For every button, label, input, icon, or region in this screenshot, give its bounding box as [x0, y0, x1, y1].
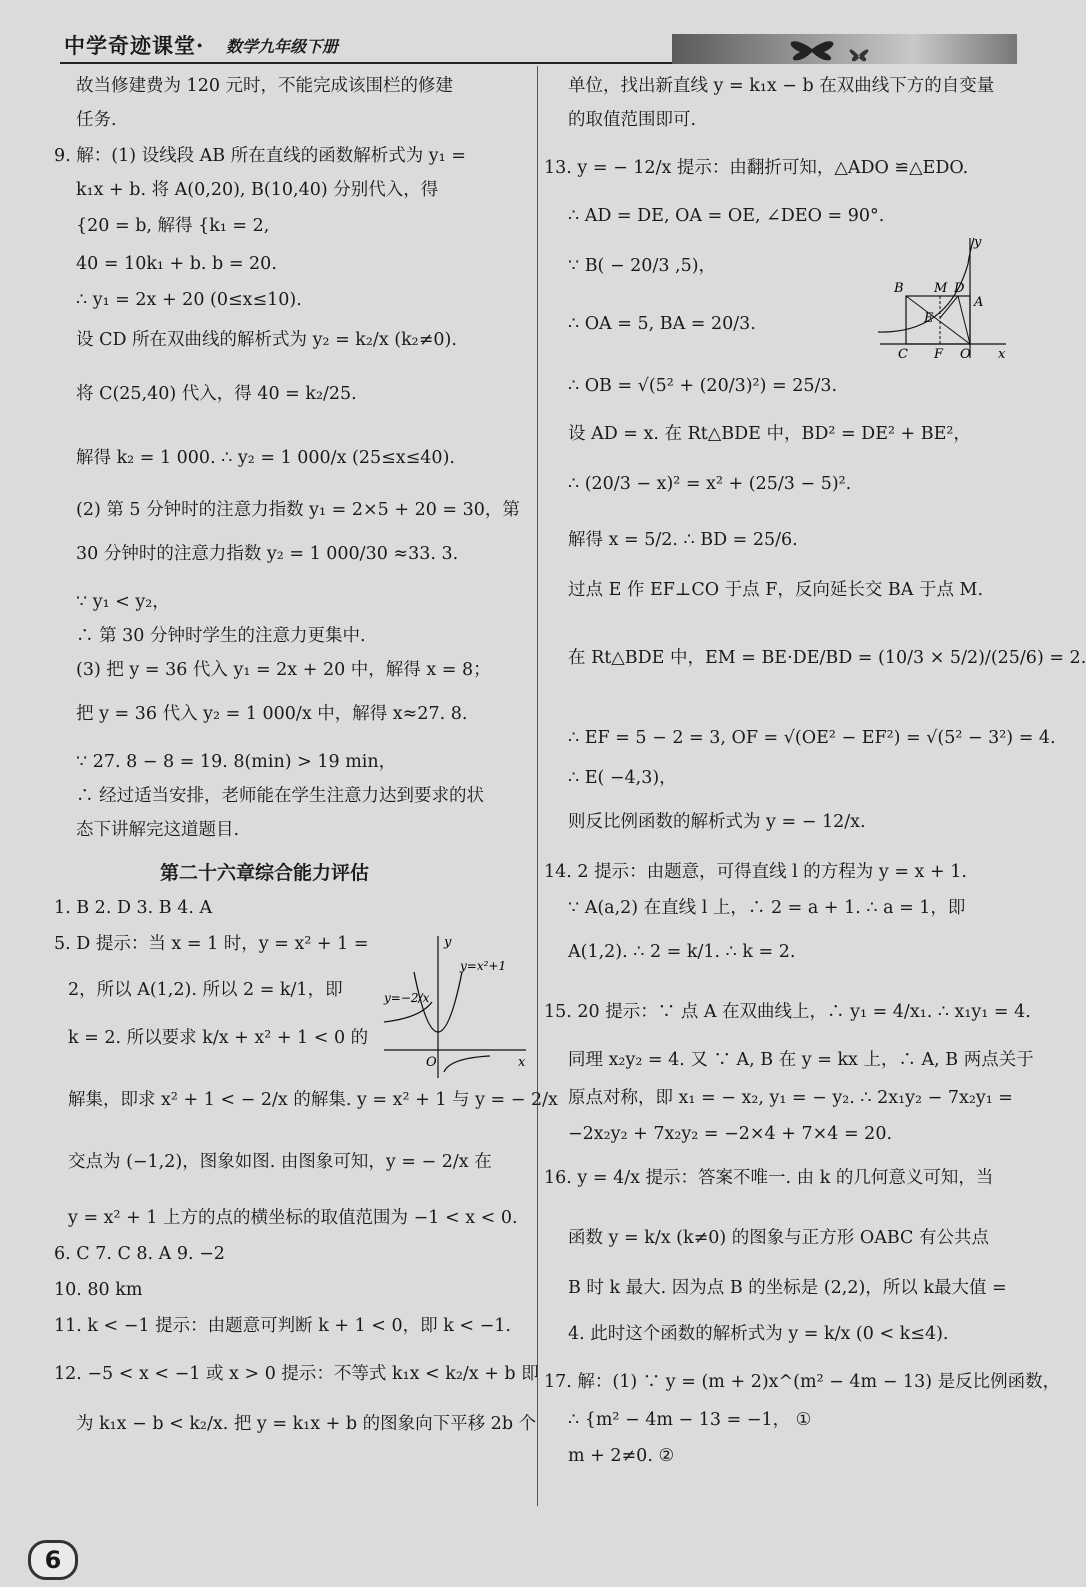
answer-5: 5. D 提示：当 x = 1 时，y = x² + 1 =	[54, 934, 369, 954]
text-line: 设 CD 所在双曲线的解析式为 y₂ = k₂/x (k₂≠0).	[76, 330, 457, 350]
text-line: ∴ AD = DE, OA = OE, ∠DEO = 90°.	[568, 206, 885, 226]
figure-5-graph	[380, 932, 530, 1080]
text-line: (2) 第 5 分钟时的注意力指数 y₁ = 2×5 + 20 = 30，第	[76, 500, 520, 520]
text-line: ∴ OA = 5, BA = 20/3.	[568, 314, 756, 334]
text-line: 解集，即求 x² + 1 < − 2/x 的解集. y = x² + 1 与 y = − 2/x	[68, 1090, 558, 1110]
text-line: 为 k₁x − b < k₂/x. 把 y = k₁x + b 的图象向下平移 2b 个	[76, 1414, 537, 1434]
text-line: ∵ 27. 8 − 8 = 19. 8(min) > 19 min，	[76, 752, 397, 772]
curve-label: y=−2/x	[384, 991, 430, 1005]
text-line: 任务.	[76, 110, 117, 130]
text-line: 的取值范围即可.	[568, 110, 697, 130]
origin-label: O	[426, 1055, 437, 1070]
text-line: 把 y = 36 代入 y₂ = 1 000/x 中，解得 x≈27. 8.	[76, 704, 468, 724]
point-label: C	[898, 347, 908, 362]
text-line: ∴ EF = 5 − 2 = 3, OF = √(OE² − EF²) = √(5² − 3²) = 4.	[568, 728, 1056, 748]
point-label: F	[934, 347, 944, 362]
answer-12: 12. −5 < x < −1 或 x > 0 提示：不等式 k₁x < k₂/x + b 即	[54, 1364, 539, 1384]
point-label: O	[960, 347, 971, 362]
section-title: 第二十六章综合能力评估	[160, 862, 370, 884]
answer-15: 15. 20 提示：∵ 点 A 在双曲线上，∴ y₁ = 4/x₁. ∴ x₁y₁ = 4.	[544, 1002, 1031, 1022]
text-line: 原点对称，即 x₁ = − x₂, y₁ = − y₂. ∴ 2x₁y₂ − 7x₂y₁ =	[568, 1088, 1013, 1108]
text-line: 2，所以 A(1,2). 所以 2 = k/1，即	[68, 980, 343, 1000]
header-banner-image	[672, 34, 1017, 64]
text-line: 单位，找出新直线 y = k₁x − b 在双曲线下方的自变量	[568, 76, 995, 96]
text-line: 过点 E 作 EF⊥CO 于点 F，反向延长交 BA 于点 M.	[568, 580, 984, 600]
x-axis-label: x	[518, 1055, 526, 1070]
point-label: A	[974, 295, 984, 310]
text-line: ∵ A(a,2) 在直线 l 上，∴ 2 = a + 1. ∴ a = 1，即	[568, 898, 966, 918]
text-line: 交点为 (−1,2)，图象如图. 由图象可知，y = − 2/x 在	[68, 1152, 492, 1172]
book-subject: 数学九年级下册	[226, 37, 339, 56]
text-line: −2x₂y₂ + 7x₂y₂ = −2×4 + 7×4 = 20.	[568, 1124, 893, 1144]
answer-9-start: 9. 解：(1) 设线段 AB 所在直线的函数解析式为 y₁ =	[54, 146, 466, 166]
point-label: M	[934, 281, 948, 296]
text-line: 解得 k₂ = 1 000. ∴ y₂ = 1 000/x (25≤x≤40).	[76, 448, 455, 468]
figure-13-diagram	[878, 234, 1008, 360]
point-label: E	[924, 311, 934, 326]
segment-BO	[906, 296, 970, 344]
equation-system: {20 = b, 解得 {k₁ = 2,	[76, 216, 270, 236]
page-header	[0, 0, 1024, 64]
text-line: ∴ y₁ = 2x + 20 (0≤x≤10).	[76, 290, 302, 310]
butterfly-icon	[672, 34, 1017, 64]
text-line: ∵ B( − 20/3 ,5)，	[568, 256, 717, 276]
text-line: A(1,2). ∴ 2 = k/1. ∴ k = 2.	[568, 942, 796, 962]
text-line: k = 2. 所以要求 k/x + x² + 1 < 0 的	[68, 1028, 369, 1048]
equation-system: ∴ {m² − 4m − 13 = −1， ①	[568, 1410, 812, 1430]
text-line: ∴ 第 30 分钟时学生的注意力更集中.	[76, 626, 366, 646]
text-line: 将 C(25,40) 代入，得 40 = k₂/25.	[76, 384, 357, 404]
answer-11: 11. k < −1 提示：由题意可判断 k + 1 < 0，即 k < −1.	[54, 1316, 511, 1336]
y-axis-label: y	[444, 935, 452, 950]
text-line: 4. 此时这个函数的解析式为 y = k/x (0 < k≤4).	[568, 1324, 949, 1344]
text-line: 故当修建费为 120 元时，不能完成该围栏的修建	[76, 76, 454, 96]
equation-system: 40 = 10k₁ + b. b = 20.	[76, 254, 277, 274]
text-line: (3) 把 y = 36 代入 y₁ = 2x + 20 中，解得 x = 8；	[76, 660, 491, 680]
text-line: 设 AD = x. 在 Rt△BDE 中，BD² = DE² + BE²，	[568, 424, 971, 444]
book-brand: 中学奇迹课堂·	[64, 33, 205, 58]
text-line: 30 分钟时的注意力指数 y₂ = 1 000/30 ≈33. 3.	[76, 544, 459, 564]
text-line: 函数 y = k/x (k≠0) 的图象与正方形 OABC 有公共点	[568, 1228, 989, 1248]
text-line: ∴ E( −4,3)，	[568, 768, 677, 788]
point-label: y	[974, 235, 982, 250]
answer-14: 14. 2 提示：由题意，可得直线 l 的方程为 y = x + 1.	[544, 862, 967, 882]
point-label: x	[998, 347, 1006, 362]
answer-row: 6. C 7. C 8. A 9. −2	[54, 1244, 225, 1264]
answer-10: 10. 80 km	[54, 1280, 143, 1300]
text-line: k₁x + b. 将 A(0,20), B(10,40) 分别代入，得	[76, 180, 439, 200]
text-line: 则反比例函数的解析式为 y = − 12/x.	[568, 812, 866, 832]
hyperbola-curve	[384, 1002, 490, 1072]
answer-17: 17. 解：(1) ∵ y = (m + 2)x^(m² − 4m − 13) 是反比例函数，	[544, 1372, 1061, 1392]
point-label: D	[954, 281, 965, 296]
point-label: B	[894, 281, 904, 296]
header-rule	[60, 62, 672, 64]
equation-system: m + 2≠0. ②	[568, 1446, 675, 1466]
text-line: y = x² + 1 上方的点的横坐标的取值范围为 −1 < x < 0.	[68, 1208, 518, 1228]
text-line: B 时 k 最大. 因为点 B 的坐标是 (2,2)，所以 k最大值 =	[568, 1278, 1007, 1298]
text-line: ∴ OB = √(5² + (20/3)²) = 25/3.	[568, 376, 838, 396]
answer-16: 16. y = 4/x 提示：答案不唯一. 由 k 的几何意义可知，当	[544, 1168, 994, 1188]
text-line: 在 Rt△BDE 中，EM = BE·DE/BD = (10/3 × 5/2)/(25/6) = 2.	[568, 648, 1086, 668]
column-divider	[537, 66, 538, 1506]
text-line: 同理 x₂y₂ = 4. 又 ∵ A, B 在 y = kx 上，∴ A, B 两点关于	[568, 1050, 1034, 1070]
text-line: ∴ 经过适当安排，老师能在学生注意力达到要求的状	[76, 786, 485, 806]
page-number: 6	[28, 1540, 78, 1580]
answer-13: 13. y = − 12/x 提示：由翻折可知，△ADO ≌△EDO.	[544, 158, 969, 178]
text-line: 态下讲解完这道题目.	[76, 820, 240, 840]
answer-row: 1. B 2. D 3. B 4. A	[54, 898, 213, 918]
segment-DE	[940, 296, 958, 318]
text-line: ∴ (20/3 − x)² = x² + (25/3 − 5)².	[568, 474, 852, 494]
curve-label: y=x²+1	[460, 959, 507, 973]
text-line: ∵ y₁ < y₂，	[76, 592, 170, 612]
text-line: 解得 x = 5/2. ∴ BD = 25/6.	[568, 530, 798, 550]
